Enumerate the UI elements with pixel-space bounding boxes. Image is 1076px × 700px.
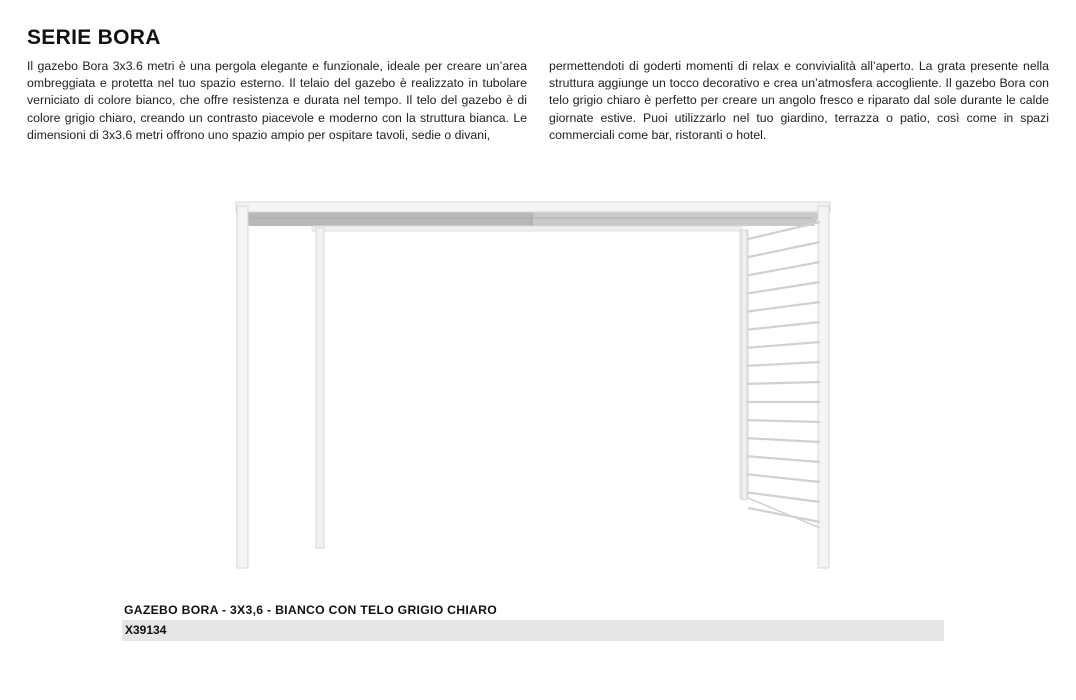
product-code-bar: [122, 620, 944, 641]
product-code: X39134: [125, 623, 167, 637]
gazebo-front-beam: [236, 202, 830, 212]
gazebo-side-lattice: [744, 222, 820, 522]
description-right-column: permettendoti di goderti momenti di relax e convivialità all’aperto. La grata presente nella struttura aggiunge un tocco decorativo e crea un’atmosfera accogliente. Il gazebo Bora con telo grigio chiaro è perfetto per creare un angolo fresco e riparato dal sole durante le calde giornate estive. Puoi utilizzarlo nel tuo giardino, terrazza o patio, così come in spazi commerciali come bar, ristoranti o hotel.: [549, 59, 1049, 142]
gazebo-post-back-left: [316, 228, 324, 548]
gazebo-product-image: [232, 196, 836, 572]
product-caption: GAZEBO BORA - 3X3,6 - BIANCO CON TELO GRIGIO CHIARO: [124, 603, 498, 617]
gazebo-post-front-left: [237, 206, 248, 568]
page-title: SERIE BORA: [27, 26, 161, 49]
description-left-column: Il gazebo Bora 3x3.6 metri è una pergola elegante e funzionale, ideale per creare un’area ombreggiata e protetta nel tuo spazio esterno. Il telaio del gazebo è realizzato in tubolare verniciato di colore bianco, che offre resistenza e durata nel tempo. Il telo del gazebo è di colore grigio chiaro, creando un contrasto piacevole e moderno con la struttura bianca. Le dimensioni di 3x3.6 metri offrono uno spazio ampio per ospitare tavoli, sedie o divani,: [27, 59, 527, 142]
gazebo-post-front-right: [818, 206, 829, 568]
gazebo-lattice-frame: [742, 230, 747, 500]
gazebo-back-beam: [312, 226, 742, 231]
